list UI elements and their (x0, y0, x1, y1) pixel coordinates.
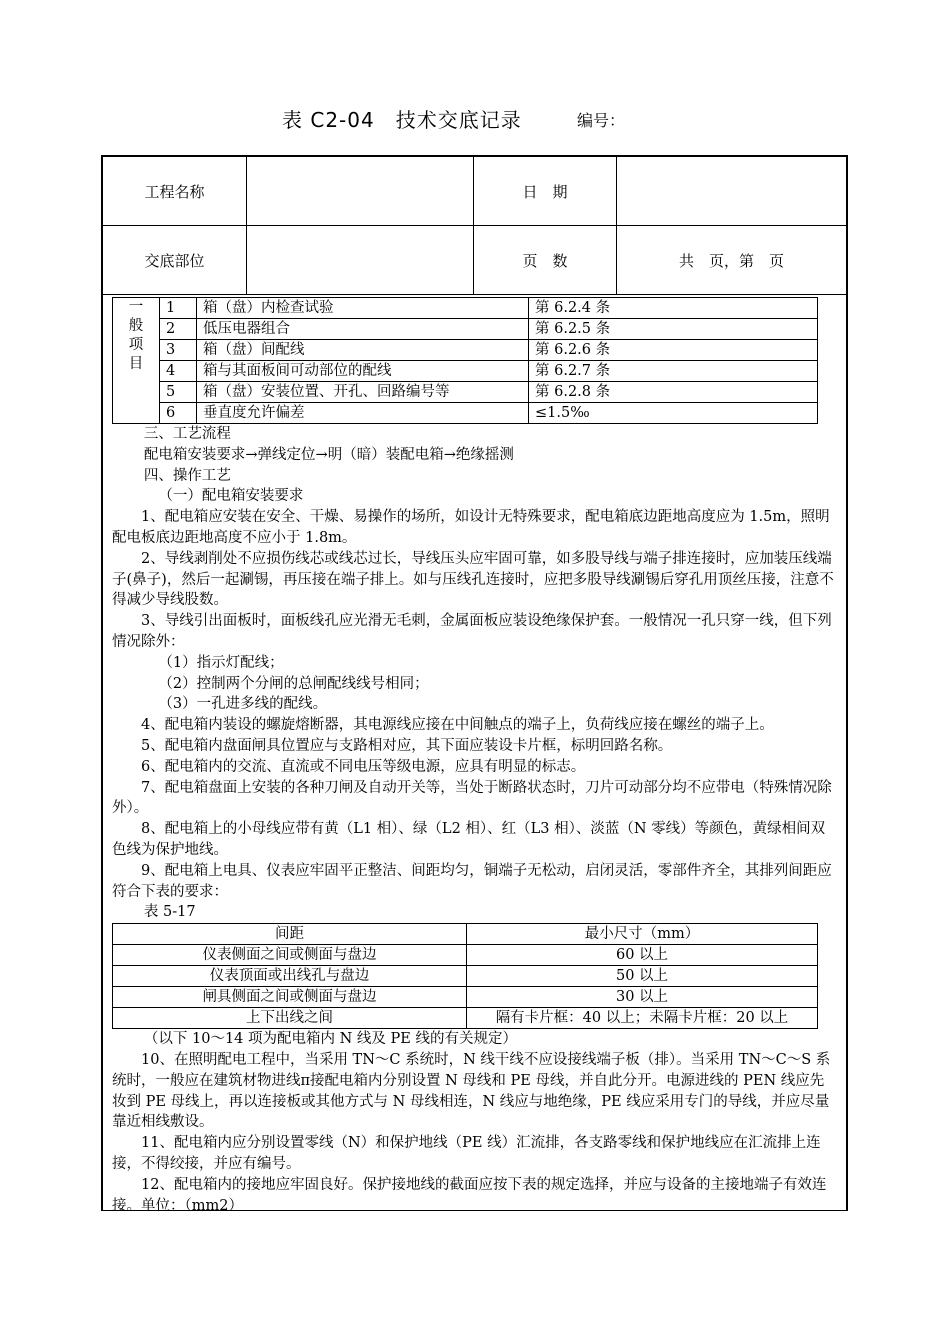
item-number: 6 (160, 403, 197, 424)
list-item: （1）指示灯配线； (158, 654, 284, 671)
paragraph: 3、导线引出面板时，面板线孔应光滑无毛刺，金属面板应装设绝缘保护套。一般情况一孔只穿一线，但下列情况除外： (112, 613, 832, 650)
column-header: 间距 (113, 924, 467, 945)
header-table (103, 157, 846, 295)
note: （以下 10～14 项为配电箱内 N 线及 PE 线的有关规定） (143, 1031, 517, 1048)
group-char: 目 (128, 356, 144, 372)
section-heading: 四、操作工艺 (143, 467, 231, 484)
paragraph: 10、在照明配电工程中，当采用 TN～C 系统时，N 线干线不应设接线端子板（排）。当采用 TN～C～S 系统时，一般应在建筑材物进线π接配电箱内分别设置 N 母线和 PE 母线，并自此分开。电源进线的 PEN 线应先妆到 PE 母线上，再以连接板或其他方式与 N 母线相连，N 线应与地绝缘，PE 线应采用专门的导线，并应尽量靠近相线敷设。 (112, 1051, 831, 1131)
part-label: 交底部位 (103, 226, 247, 295)
item-text: 箱（盘）内检查试验 (197, 298, 529, 319)
process-flow: 配电箱安装要求→弹线定位→明（暗）装配电箱→绝缘摇测 (143, 446, 514, 463)
paragraph: 6、配电箱内的交流、直流或不同电压等级电源，应具有明显的标志。 (141, 758, 586, 775)
paragraph: 2、导线剥削处不应损伤线芯或线芯过长，导线压头应牢固可靠，如多股导线与端子排连接时，应加装压线端子(鼻子)，然后一起涮锡，再压接在端子排上。如与压线孔连接时，应把多股导线涮锡后穿孔用顶丝压接，注意不得减少导线股数。 (112, 550, 834, 609)
item-ref: 第 6.2.7 条 (529, 361, 818, 382)
item-ref: 第 6.2.5 条 (529, 319, 818, 340)
content-area (112, 297, 838, 1216)
paragraph: 4、配电箱内装设的螺旋熔断器，其电源线应接在中间触点的端子上，负荷线应接在螺丝的端子上。 (141, 717, 774, 734)
paragraph: 1、配电箱应安装在安全、干燥、易操作的场所，如设计无特殊要求，配电箱底边距地高度应为 1.5m，照明配电板底边距地高度不应小于 1.8m。 (112, 509, 830, 546)
table-cell: 闸具侧面之间或侧面与盘边 (113, 987, 467, 1008)
item-number: 4 (160, 361, 197, 382)
paragraph: 7、配电箱盘面上安装的各种刀闸及自动开关等，当处于断路状态时，刀片可动部分均不应带电（特殊情况除外）。 (112, 779, 832, 817)
title-main: 表 C2-04 技术交底记录 (282, 108, 522, 132)
date-value[interactable] (617, 157, 847, 226)
group-char: 一 (128, 299, 144, 315)
column-header: 最小尺寸（mm） (467, 924, 818, 945)
group-char: 项 (128, 337, 144, 353)
project-name-value[interactable] (247, 157, 474, 226)
paragraph: 9、配电箱上电具、仪表应牢固平正整洁、间距均匀，铜端子无松动，启闭灵活，零部件齐全，其排列间距应符合下表的要求： (112, 862, 832, 900)
list-item: （3）一孔进多线的配线。 (158, 696, 328, 713)
item-ref: 第 6.2.8 条 (529, 382, 818, 403)
table-cell: 上下出线之间 (113, 1008, 467, 1029)
item-number: 5 (160, 382, 197, 403)
item-text: 低压电器组合 (197, 319, 529, 340)
group-label (113, 298, 160, 424)
date-label: 日 期 (474, 157, 617, 226)
list-item: （2）控制两个分闸的总闸配线线号相同； (158, 675, 429, 692)
paragraph: 8、配电箱上的小母线应带有黄（L1 相）、绿（L2 相）、红（L3 相）、淡蓝（N 零线）等颜色，黄绿相间双色线为保护地线。 (112, 821, 826, 858)
paragraph: 11、配电箱内应分别设置零线（N）和保护地线（PE 线）汇流排，各支路零线和保护地线应在汇流排上连接，不得绞接，并应有编号。 (112, 1135, 821, 1172)
subsection-heading: （一）配电箱安装要求 (158, 488, 304, 505)
table-caption: 表 5-17 (143, 904, 196, 921)
table-cell: 30 以上 (467, 987, 818, 1008)
table-cell: 仪表顶面或出线孔与盘边 (113, 966, 467, 987)
record-frame (101, 155, 848, 1214)
group-char: 般 (128, 318, 144, 334)
item-text: 箱与其面板间可动部位的配线 (197, 361, 529, 382)
section-heading: 三、工艺流程 (143, 426, 231, 442)
part-value[interactable] (247, 226, 474, 295)
item-text: 箱（盘）安装位置、开孔、回路编号等 (197, 382, 529, 403)
table-cell: 60 以上 (467, 945, 818, 966)
item-text: 垂直度允许偏差 (197, 403, 529, 424)
item-ref: ≤1.5‰ (529, 403, 818, 424)
table-cell: 隔有卡片框：40 以上；未隔卡片框：20 以上 (467, 1008, 818, 1029)
item-ref: 第 6.2.6 条 (529, 340, 818, 361)
paragraph: 12、配电箱内的接地应牢固良好。保护接地线的截面应按下表的规定选择，并应与设备的主接地端子有效连接。单位：（mm2） (112, 1176, 827, 1214)
item-ref: 第 6.2.4 条 (529, 298, 818, 319)
frame-bottom-line (101, 1210, 848, 1211)
item-number: 3 (160, 340, 197, 361)
spacing-table (112, 923, 818, 1029)
number-label: 编号： (577, 111, 626, 130)
pages-value: 共 页，第 页 (617, 226, 847, 295)
pages-label: 页 数 (474, 226, 617, 295)
general-items-table (112, 297, 818, 424)
item-number: 2 (160, 319, 197, 340)
table-cell: 50 以上 (467, 966, 818, 987)
item-number: 1 (160, 298, 197, 319)
project-name-label: 工程名称 (103, 157, 247, 226)
item-text: 箱（盘）间配线 (197, 340, 529, 361)
paragraph: 5、配电箱内盘面闸具位置应与支路相对应，其下面应装设卡片框，标明回路名称。 (141, 737, 673, 754)
table-cell: 仪表侧面之间或侧面与盘边 (113, 945, 467, 966)
